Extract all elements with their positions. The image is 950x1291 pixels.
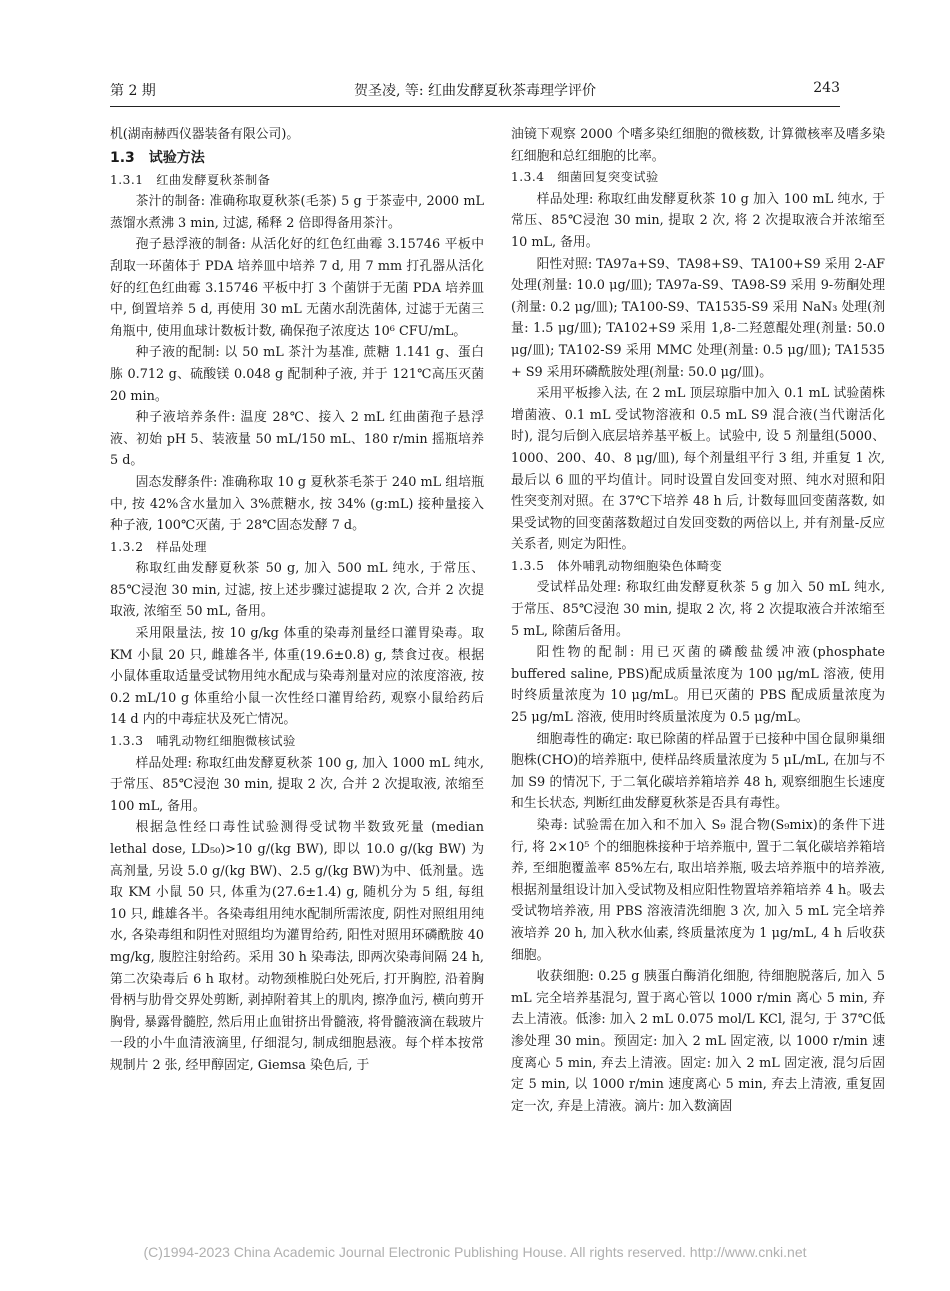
subsection-heading: 1.3.2 样品处理: [110, 539, 207, 554]
subsection-heading: 1.3.5 体外哺乳动物细胞染色体畸变: [511, 558, 723, 573]
paragraph: 样品处理: 称取红曲发酵夏秋茶 10 g 加入 100 mL 纯水, 于常压、85℃浸泡 30 min, 提取 2 次, 将 2 次提取液合并浓缩至 10 mL, 备用。: [511, 191, 885, 250]
paragraph: 机(湖南赫西仪器装备有限公司)。: [110, 127, 300, 142]
subsection-heading: 1.3.4 细菌回复突变试验: [511, 170, 659, 185]
paragraph: 阳性对照: TA97a+S9、TA98+S9、TA100+S9 采用 2-AF 处理(剂量: 10.0 μg/皿); TA97a-S9、TA98-S9 采用 9-芴酮处理(剂量: 0.2 μg/皿); TA100-S9、TA1535-S9 采用 NaN₃ 处理(剂量: 1.5 μg/皿); TA102+S9 采用 1,8-二羟蒽醌处理(剂量: 50.0 μg/皿); TA102-S9 采用 MMC 处理(剂量: 0.5 μg/皿); TA1535 + S9 采用环磷酰胺处理(剂量: 50.0 μg/皿)。: [511, 256, 885, 380]
paragraph: 细胞毒性的确定: 取已除菌的样品置于已接种中国仓鼠卵巢细胞株(CHO)的培养瓶中, 使样品终质量浓度为 5 μL/mL, 在加与不加 S9 的情况下, 于二氧化碳培养箱培养 48 h, 观察细胞生长速度和生长状态, 判断红曲发酵夏秋茶是否具有毒性。: [511, 731, 885, 812]
paragraph: 染毒: 试验需在加入和不加入 S₉ 混合物(S₉mix)的条件下进行, 将 2×10⁵ 个的细胞株接种于培养瓶中, 置于二氧化碳培养箱培养, 至细胞覆盖率 85%左右, 取出培养瓶, 吸去培养瓶中的培养液, 根据剂量组设计加入受试物及相应阳性物置培养箱培养 4 h。吸去受试物培养液, 用 PBS 溶液清洗细胞 3 次, 加入 5 mL 完全培养液培养 20 h, 加入秋水仙素, 终质量浓度为 1 μg/mL, 4 h 后收获细胞。: [511, 818, 885, 963]
running-header: [110, 76, 840, 107]
paragraph: 孢子悬浮液的制备: 从活化好的红色红曲霉 3.15746 平板中刮取一环菌体于 PDA 培养皿中培养 7 d, 用 7 mm 打孔器从活化好的红色红曲霉 3.15746 平板中打 3 个菌饼于无菌 PDA 培养皿中, 倒置培养 5 d, 再使用 30 mL 无菌水刮洗菌体, 过滤于无菌三角瓶中, 使用血球计数板计数, 确保孢子浓度达 10⁶ CFU/mL。: [110, 237, 484, 339]
page-number: 243: [813, 80, 840, 96]
subsection-heading: 1.3.1 红曲发酵夏秋茶制备: [110, 172, 271, 187]
subsection-heading: 1.3.3 哺乳动物红细胞微核试验: [110, 734, 296, 749]
paragraph: 种子液的配制: 以 50 mL 茶汁为基准, 蔗糖 1.141 g、蛋白胨 0.712 g、硫酸镁 0.048 g 配制种子液, 并于 121℃高压灭菌 20 min。: [110, 345, 484, 404]
article-running-title: 贺圣凌, 等: 红曲发酵夏秋茶毒理学评价: [353, 83, 597, 99]
paragraph: 收获细胞: 0.25 g 胰蛋白酶消化细胞, 待细胞脱落后, 加入 5 mL 完全培养基混匀, 置于离心管以 1000 r/min 离心 5 min, 弃去上清液。低渗: 加入 2 mL 0.075 mol/L KCl, 混匀, 于 37℃低渗处理 30 min。预固定: 加入 2 mL 固定液, 以 1000 r/min 速度离心 5 min, 弃去上清液。固定: 加入 2 mL 固定液, 混匀后固定 5 min, 以 1000 r/min 速度离心 5 min, 弃去上清液, 重复固定一次, 弃是上清液。滴片: 加入数滴固: [511, 969, 885, 1114]
paragraph: 油镜下观察 2000 个嗜多染红细胞的微核数, 计算微核率及嗜多染红细胞和总红细胞的比率。: [511, 127, 885, 164]
journal-issue: 第 2 期: [110, 83, 156, 99]
paragraph: 根据急性经口毒性试验测得受试物半数致死量 (median lethal dose, LD₅₀)>10 g/(kg BW), 即以 10.0 g/(kg BW) 为高剂量, 另设 5.0 g/(kg BW)、2.5 g/(kg BW)为中、低剂量。选取 KM 小鼠 50 只, 体重为(27.6±1.4) g, 随机分为 5 组, 每组 10 只, 雌雄各半。各染毒组用纯水配制所需浓度, 阴性对照组用纯水, 各染毒组和阴性对照组均为灌胃给药, 阳性对照用环磷酰胺 40 mg/kg, 腹腔注射给药。采用 30 h 染毒法, 即两次染毒间隔 24 h, 第二次染毒后 6 h 取材。动物颈椎脱臼处死后, 打开胸腔, 沿着胸骨柄与肋骨交界处剪断, 剥掉附着其上的肌肉, 擦净血污, 横向剪开胸骨, 暴露骨髓腔, 然后用止血钳挤出骨髓液, 将骨髓液滴在载玻片一段的小牛血清液滴里, 仔细混匀, 制成细胞悬液。每个样本按常规制片 2 张, 经甲醇固定, Giemsa 染色后, 于: [110, 820, 484, 1073]
copyright-footer: (C)1994-2023 China Academic Journal Electronic Publishing House. All rights reserved. http://www.cnki.net: [143, 1244, 807, 1260]
paragraph: 阳性物的配制: 用已灭菌的磷酸盐缓冲液(phosphate buffered saline, PBS)配成质量浓度为 100 μg/mL 溶液, 使用时终质量浓度为 10 μg/mL。用已灭菌的 PBS 配成质量浓度为 25 μg/mL 溶液, 使用时终质量浓度为 0.5 μg/mL。: [511, 645, 885, 726]
paragraph: 称取红曲发酵夏秋茶 50 g, 加入 500 mL 纯水, 于常压、85℃浸泡 30 min, 过滤, 按上述步骤过滤提取 2 次, 合并 2 次提取液, 浓缩至 50 mL, 备用。: [110, 561, 484, 620]
section-heading: 1.3 试验方法: [110, 149, 205, 166]
paragraph: 采用限量法, 按 10 g/kg 体重的染毒剂量经口灌胃染毒。取 KM 小鼠 20 只, 雌雄各半, 体重(19.6±0.8) g, 禁食过夜。根据小鼠体重取适量受试物用纯水配成与染毒剂量对应的浓度溶液, 按 0.2 mL/10 g 体重给小鼠一次性经口灌胃给药, 观察小鼠给药后 14 d 内的中毒症状及死亡情况。: [110, 626, 484, 728]
paragraph: 茶汁的制备: 准确称取夏秋茶(毛茶) 5 g 于茶壶中, 2000 mL 蒸馏水煮沸 3 min, 过滤, 稀释 2 倍即得备用茶汁。: [110, 194, 484, 231]
paragraph: 固态发酵条件: 准确称取 10 g 夏秋茶毛茶于 240 mL 组培瓶中, 按 42%含水量加入 3%蔗糖水, 按 34% (g:mL) 接种量接入种子液, 100℃灭菌, 于 28℃固态发酵 7 d。: [110, 474, 484, 534]
paragraph: 采用平板掺入法, 在 2 mL 顶层琼脂中加入 0.1 mL 试验菌株增菌液、0.1 mL 受试物溶液和 0.5 mL S9 混合液(当代谢活化时), 混匀后倒入底层培养基平板上。试验中, 设 5 剂量组(5000、1000、200、40、8 μg/皿), 每个剂量组平行 3 组, 并重复 1 次, 最后以 6 皿的平均值计。同时设置自发回变对照、纯水对照和阳性突变剂对照。在 37℃下培养 48 h 后, 计数每皿回变菌落数, 如果受试物的回变菌落数超过自发回变数的两倍以上, 并有剂量-反应关系者, 则定为阳性。: [511, 386, 885, 553]
left-column: [110, 124, 484, 1077]
right-column: [511, 124, 885, 1117]
paragraph: 受试样品处理: 称取红曲发酵夏秋茶 5 g 加入 50 mL 纯水, 于常压、85℃浸泡 30 min, 提取 2 次, 将 2 次提取液合并浓缩至 5 mL, 除菌后备用。: [511, 580, 885, 639]
paragraph: 种子液培养条件: 温度 28℃、接入 2 mL 红曲菌孢子悬浮液、初始 pH 5、装液量 50 mL/150 mL、180 r/min 摇瓶培养 5 d。: [110, 410, 484, 469]
paragraph: 样品处理: 称取红曲发酵夏秋茶 100 g, 加入 1000 mL 纯水, 于常压、85℃浸泡 30 min, 提取 2 次, 合并 2 次提取液, 浓缩至 100 mL, 备用。: [110, 755, 484, 814]
